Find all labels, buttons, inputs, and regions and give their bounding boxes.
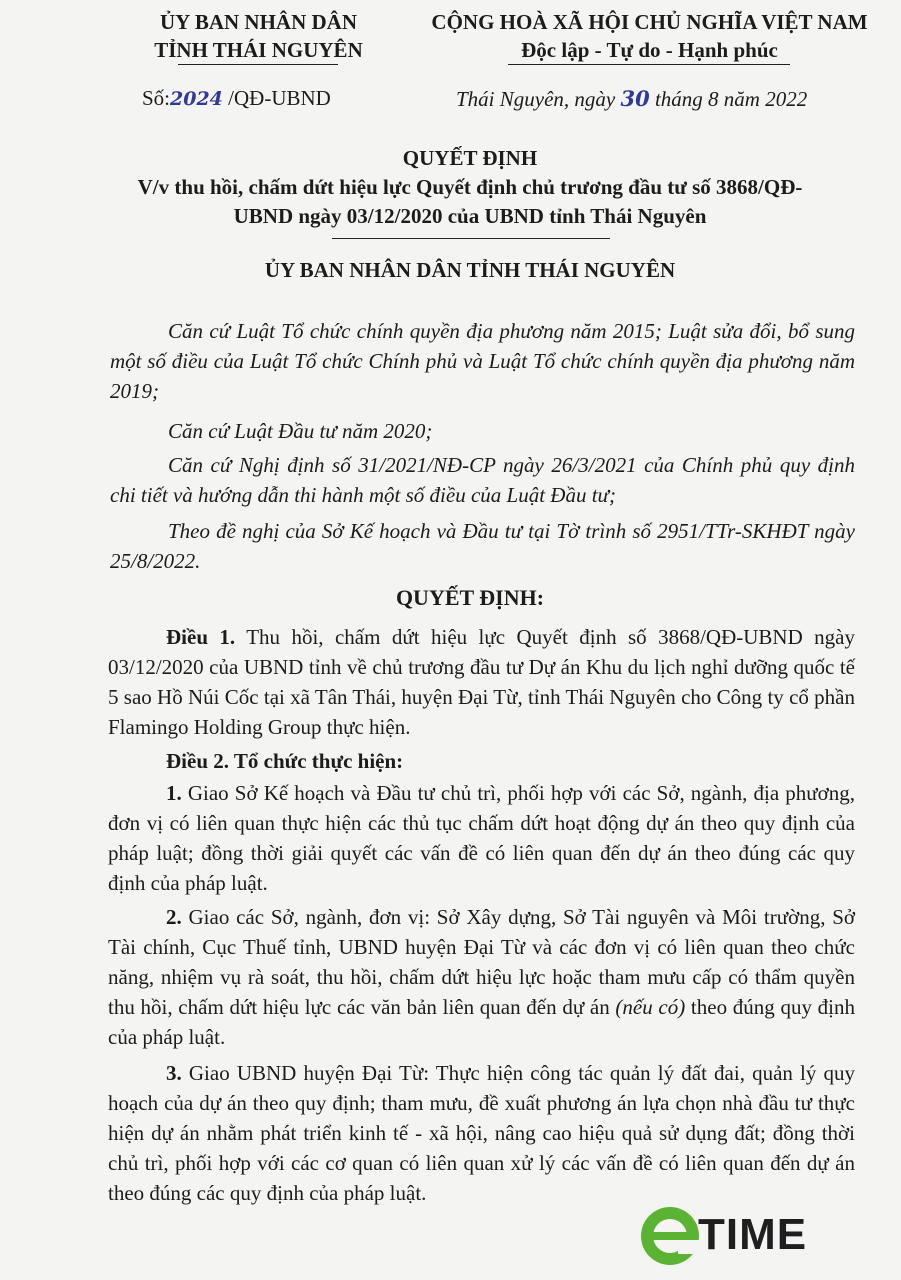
article-2-heading: Điều 2. Tổ chức thực hiện: [166, 749, 404, 773]
national-motto-header [402, 8, 897, 64]
handwritten-day: 30 [620, 86, 650, 111]
article-2-item-1: 1. Giao Sở Kế hoạch và Đầu tư chủ trì, phối hợp với các Sở, ngành, địa phương, đơn vị có liên quan thực hiện các thủ tục chấm dứt hoạt động dự án theo quy định của pháp luật; đồng thời giải quyết các vấn đề có liên quan đến dự án theo đúng các quy định của pháp luật. [108, 781, 855, 895]
e-logo-icon [638, 1204, 702, 1268]
article-1: Điều 1. Thu hồi, chấm dứt hiệu lực Quyết định số 3868/QĐ-UBND ngày 03/12/2020 của UBND tỉnh về chủ trương đầu tư Dự án Khu du lịch nghỉ dưỡng quốc tế 5 sao Hồ Núi Cốc tại xã Tân Thái, huyện Đại Từ, tỉnh Thái Nguyên cho Công ty cổ phần Flamingo Holding Group thực hiện. [108, 625, 855, 739]
logo-wordmark: TIME [698, 1210, 808, 1259]
title-heading: QUYẾT ĐỊNH [402, 146, 538, 170]
handwritten-number: 2024 [170, 88, 223, 110]
issuing-authority-header [126, 8, 391, 64]
legal-basis-1: Căn cứ Luật Tổ chức chính quyền địa phương năm 2015; Luật sửa đổi, bổ sung một số điều của Luật Tổ chức Chính phủ và Luật Tổ chức chính quyền địa phương năm 2019; [110, 319, 855, 403]
motto-underline [508, 64, 790, 65]
document-title [90, 144, 850, 231]
document-number: Số:2024 /QĐ-UBND [142, 86, 331, 110]
decision-heading: QUYẾT ĐỊNH: [395, 585, 545, 610]
motto: Độc lập - Tự do - Hạnh phúc [521, 38, 778, 62]
place-date-line: Thái Nguyên, ngày 30 tháng 8 năm 2022 [456, 86, 808, 111]
article-1-label: Điều 1. [166, 625, 236, 649]
article-2-item-3: 3. Giao UBND huyện Đại Từ: Thực hiện công tác quản lý đất đai, quản lý quy hoạch của dự án theo quy định; tham mưu, đề xuất phương án lựa chọn nhà đầu tư thực hiện dự án nhằm phát triển kinh tế - xã hội, nâng cao hiệu quả sử dụng đất; đồng thời chủ trì, phối hợp với các cơ quan có liên quan xử lý các vấn đề có liên quan đến dự án theo đúng các quy định của pháp luật. [108, 1061, 855, 1205]
legal-basis-4: Theo đề nghị của Sở Kế hoạch và Đầu tư tại Tờ trình số 2951/TTr-SKHĐT ngày 25/8/2022. [110, 519, 855, 573]
authority-heading: ỦY BAN NHÂN DÂN TỈNH THÁI NGUYÊN [264, 258, 676, 282]
article-2-item-2: 2. Giao các Sở, ngành, đơn vị: Sở Xây dựng, Sở Tài nguyên và Môi trường, Sở Tài chính, Cục Thuế tỉnh, UBND huyện Đại Từ và các đơn vị có liên quan theo chức năng, nhiệm vụ rà soát, thu hồi, chấm dứt hiệu lực hoặc tham mưu cấp có thẩm quyền thu hồi, chấm dứt hiệu lực các văn bản liên quan đến dự án (nếu có) theo đúng quy định của pháp luật. [108, 905, 855, 1049]
authority-underline [178, 64, 338, 65]
title-subject-1: V/v thu hồi, chấm dứt hiệu lực Quyết định chủ trương đầu tư số 3868/QĐ- [137, 175, 803, 199]
authority-line-1: ỦY BAN NHÂN DÂN [160, 10, 357, 34]
authority-line-2: TỈNH THÁI NGUYÊN [154, 38, 363, 62]
country-name: CỘNG HOÀ XÃ HỘI CHỦ NGHĨA VIỆT NAM [431, 10, 868, 34]
title-subject-2: UBND ngày 03/12/2020 của UBND tỉnh Thái Nguyên [233, 204, 707, 228]
legal-basis-3: Căn cứ Nghị định số 31/2021/NĐ-CP ngày 26/3/2021 của Chính phủ quy định chi tiết và hướng dẫn thi hành một số điều của Luật Đầu tư; [110, 453, 855, 507]
etime-watermark-logo [638, 1200, 828, 1272]
legal-basis-2: Căn cứ Luật Đầu tư năm 2020; [168, 419, 433, 443]
title-underline [332, 238, 610, 239]
